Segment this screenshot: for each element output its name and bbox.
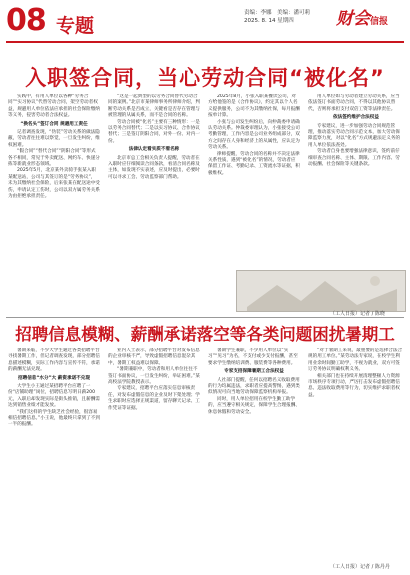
newspaper-logo bbox=[336, 4, 388, 29]
article1-column-1 bbox=[8, 94, 100, 304]
paragraph: 专家建议，招聘平台应落实信息审核责任，对发布虚假信息的企业及时下架处理；学生求职时应选择正规渠道，留存聊天记录、工作凭证等证据。 bbox=[108, 386, 200, 411]
paragraph: 劳动合同被“化名”主要有三种情形：一是以劳务合同替代；二是以实习协议、合作协议替代；三是签订阴阳合同，对外一份、对内一份。 bbox=[108, 119, 200, 144]
paragraph: 相关部门也在持续开展清理整顿人力资源市场秩序专项行动，严厉打击发布虚假招聘信息、违法收取费用等行为，切实维护求职者权益。 bbox=[308, 373, 400, 398]
page-header bbox=[0, 0, 410, 40]
paragraph: “对于暑期工来说，最重要的是选择合法合规的用工单位。”某劳动法专家说，在校学生利用业余时间勤工助学，不视为就业，双方可签订劳务协议明确权利义务。 bbox=[308, 348, 403, 373]
editor-line: 责编：李娜 美编：潘可莉 bbox=[244, 10, 311, 16]
paragraph: “暑期兼职中，劳动者和用人单位往往不签订书面协议，一旦发生纠纷，举证困难。”某高校法学院教授表示。 bbox=[108, 367, 200, 386]
subheading: 依法签约维护合法权益 bbox=[333, 115, 379, 121]
paragraph: 记者调查发现，“伪装”劳动关系的做法隐蔽，劳动者往往难以察觉，一旦发生纠纷，维权困难。 bbox=[8, 130, 100, 148]
article2-column-1 bbox=[8, 348, 100, 566]
paragraph: 小张与公司发生纠纷后，向仲裁委申请确认劳动关系。仲裁委审理认为，小张接受公司考勤管理，工作内容是公司业务组成部分，双方之间存在人身和经济上的从属性，应认定为劳动关系。 bbox=[208, 119, 300, 151]
article1-headline: 入职签合同，当心劳动合同“被化名” bbox=[25, 66, 385, 90]
page-number: 08 bbox=[6, 3, 46, 38]
section-title: 专题 bbox=[56, 15, 95, 37]
editor-info bbox=[244, 9, 334, 25]
article1-column-4 bbox=[308, 94, 404, 268]
paragraph: 人社部门提醒，任何以招聘名义收取费用的行为均属违法，求职者应提高警惕，遇到类似情况可向当地劳动保障监察机构举报。 bbox=[208, 377, 300, 396]
paragraph: 北京市总工会相关负责人提醒，劳动者在入职时应仔细阅读合同条款，看清合同名称及主体，如发现不实表述，应及时提出，必要时可以寻求工会、劳动监察部门帮助。 bbox=[108, 155, 200, 180]
article2-column-2 bbox=[108, 348, 200, 566]
date-line: 2025. 8. 14 星期四 bbox=[244, 18, 294, 24]
article2-column-4 bbox=[308, 348, 404, 558]
header-rule bbox=[6, 41, 404, 43]
paragraph: 暑期学生兼职，不少用人单位以“实习”“见习”为名，不支付或少支付报酬，甚至要求学生缴纳培训费、服装费等各种费用。 bbox=[208, 348, 298, 366]
paragraph: 劳动者自身也要增强法律意识，签约前仔细审查合同名称、主体、期限、工作内容、劳动报酬、社会保险等关键条款。 bbox=[308, 149, 400, 168]
paragraph: 用人单位如与劳动者建立劳动关系，应当依法签订书面劳动合同，不得以其他协议替代，否则将承担支付双倍工资等法律责任。 bbox=[308, 94, 400, 112]
article2-column-3 bbox=[208, 348, 300, 566]
paragraph: 暑期来临，不少大学生通过各类招聘平台寻找暑期工作，但记者调查发现，部分招聘信息描述模糊，实际工作内容与宣传不符，承诺的薪酬无法兑现。 bbox=[8, 348, 100, 373]
paragraph: 大学生小王通过某招聘平台应聘了一份“店铺助理”岗位，招聘信息写明日薪200元，入职后却发现实际是街头推销，且薪酬需达到销售业绩才能发放。 bbox=[8, 384, 100, 409]
paragraph: 专家建议，进一步加强劳动合同规范管理，推动落实劳动合同示范文本，加大劳动保障监察力度，对以“化名”方式规避法定义务的用人单位依法查处。 bbox=[308, 123, 401, 148]
photo-placeholder-icon bbox=[237, 271, 405, 311]
subheading: 专家支招保障暑期工合法权益 bbox=[224, 369, 284, 375]
article2-byline: （工人日报）记者 / 陈丹丹 bbox=[330, 564, 390, 570]
paragraph: “假合同”“替代合同”“阴阳合同”等形式各不相同，常见于外卖配送、网约车、快递分拣等新就业形态领域。 bbox=[8, 149, 100, 168]
article-photo bbox=[236, 270, 406, 312]
paragraph: 律师提醒，劳动合同的名称并不决定法律关系性质，遇到“被化名”的情况，劳动者应保留工作证、考勤记录、工资流水等证据，积极维权。 bbox=[208, 151, 300, 176]
paragraph: 2025年5月，北京某外卖骑手张某入职某配送站，公司与其签订的是“劳务协议”，未为其缴纳社会保险，后来张某在配送途中受伤，申请认定工伤时，公司以双方属劳务关系为由拒绝承担责任。 bbox=[8, 168, 100, 200]
article1-byline: （工人日报）记者 / 陈晓 bbox=[330, 311, 385, 317]
brand-suffix: 信报 bbox=[370, 17, 389, 27]
article1-column-2 bbox=[108, 94, 200, 304]
subheading: 法律认定看实质不看名称 bbox=[128, 147, 180, 153]
paragraph: 实践中，有用人单位以各种“劳务合同”“实习协议”代替劳动合同，架空劳动者权益，规避用人单位依法应承担的社会保险缴纳等义务，侵害劳动者合法权益。 bbox=[8, 94, 100, 119]
brand-name: 财会 bbox=[336, 9, 370, 29]
paragraph: 同时，用人单位招用在校学生勤工助学的，应当遵守相关规定，保障学生合理报酬、休息休假和劳动安全。 bbox=[208, 396, 300, 415]
article-divider bbox=[6, 317, 404, 318]
article2-headline: 招聘信息模糊、薪酬承诺落空等各类问题困扰暑期工 bbox=[15, 325, 395, 344]
subheading: “换名头”签订合同 规避用工责任 bbox=[20, 121, 88, 127]
paragraph: 业内人士表示，部分招聘平台对发布信息的企业审核不严，导致虚假招聘信息混杂其中，暑期工权益难以保障。 bbox=[108, 348, 200, 366]
paragraph: “我们这样的学生缺乏社会经验，很容易相信招聘信息。”小王说，他最终只拿到了不到一半的报酬。 bbox=[8, 409, 100, 428]
paragraph: 2025年8月，小张入职某餐饮公司，对方给他签的是《合作协议》，约定其以个人名义提供服务，公司不为其缴纳社保，每月报酬按单计算。 bbox=[208, 94, 300, 119]
paragraph: “这是一起典型的以劳务合同替代劳动合同的案例。”北京市某律师事务所律师介绍，判断劳动关系是否成立，关键看是否存在管理与被管理的从属关系，而不是合同的名称。 bbox=[108, 94, 200, 119]
subheading: 招聘信息“水分”大 薪资承诺不兑现 bbox=[18, 375, 90, 381]
